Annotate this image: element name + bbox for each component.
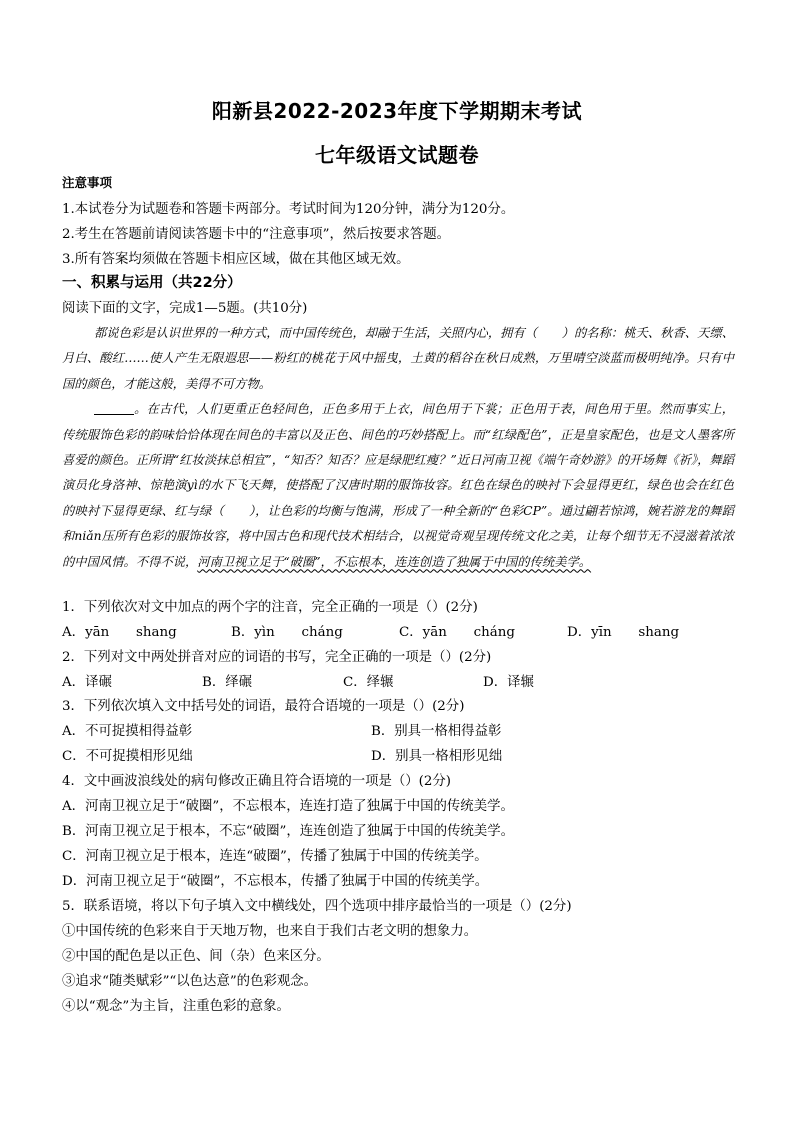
passage-paragraph-1: 都说色彩是认识世界的一种方式，而中国传统色，却融于生活，关照内心，拥有（ ）的名称：桃夭、秋香、天缥、月白、酸红……使人产生无限遐思——粉红的桃花于风中摇曳，土黄的稻谷在秋日成熟，万里晴空淡蓝而极明纯净。只有中国的颜色，才能这般，美得不可方物。: [62, 326, 734, 391]
notice-item: 1.本试卷分为试题卷和答题卡两部分。考试时间为120分钟，满分为120分。: [62, 202, 515, 217]
question-2-stem: 2．下列对文中两处拼音对应的词语的书写，完全正确的一项是（）(2分): [62, 650, 492, 665]
notice-item: 3.所有答案均须做在答题卡相应区域，做在其他区域无效。: [62, 252, 410, 267]
q4-option-a[interactable]: A．河南卫视立足于“破圈”，不忘根本，连连打造了独属于中国的传统美学。: [62, 799, 514, 814]
section-heading: 一、积累与运用（共22分）: [62, 275, 242, 291]
q5-sentence-4: ④以“观念”为主旨，注重色彩的意象。: [62, 999, 290, 1014]
q4-option-d[interactable]: D．河南卫视立足于“破圈”，不忘根本，传播了独属于中国的传统美学。: [62, 874, 489, 889]
question-3-stem: 3．下列依次填入文中括号处的词语，最符合语境的一项是（）(2分): [62, 699, 465, 714]
q1-option-a[interactable]: A．yān shang: [62, 625, 177, 640]
question-1-stem: 1．下列依次对文中加点的两个字的注音，完全正确的一项是（）(2分): [62, 600, 478, 615]
q2-option-d[interactable]: D．译辗: [483, 675, 534, 690]
section-intro: 阅读下面的文字，完成1—5题。(共10分): [62, 301, 308, 316]
fill-blank-line: [94, 402, 134, 415]
q3-option-d[interactable]: D．别具一格相形见绌: [371, 749, 503, 764]
passage-paragraph-2: 。在古代，人们更重正色轻间色，正色多用于上衣，间色用于下裳；正色用于表，间色用于里。然而事实上，传统服饰色彩的韵味恰恰体现在间色的丰富以及正色、间色的巧妙搭配上。而“红绿配色”，正是皇家配色，也是文人墨客所喜爱的颜色。正所谓“红妆淡抹总相宜”，“知否？知否？应是绿肥红瘦？”近日河南卫视《端午奇妙游》的开场舞《祈》，舞蹈演员化身洛神、惊艳演yì的水下飞天舞，使搭配了汉唐时期的服饰妆容。红色在绿色的映衬下会显得更红，绿色也会在红色的映衬下显得更绿、红与绿（ ），让色彩的均衡与饱满，形成了一种全新的“色彩CP”。通过翩若惊鸿，婉若游龙的舞蹈和niǎn压所有色彩的服饰妆容，将中国古色和现代技术相结合，以视觉奇观呈现传统文化之美，让每个细节无不浸滋着浓浓的中国风情。不得不说，河南卫视立足于“破圈”，不忘根本，连连创造了独属于中国的传统美学。: [62, 402, 734, 569]
q1-option-c[interactable]: C．yān cháng: [399, 625, 515, 640]
q1-option-b[interactable]: B．yìn cháng: [231, 625, 343, 640]
q4-option-c[interactable]: C．河南卫视立足于根本，连连“破圈”，传播了独属于中国的传统美学。: [62, 849, 488, 864]
q2-option-b[interactable]: B．绎碾: [202, 675, 253, 690]
q5-sentence-3: ③追求“随类赋彩”“以色达意”的色彩观念。: [62, 974, 318, 989]
question-5-stem: 5．联系语境，将以下句子填入文中横线处，四个选项中排序最恰当的一项是（）(2分): [62, 899, 572, 914]
wavy-underlined-sentence: 河南卫视立足于“破圈”，不忘根本，连连创造了独属于中国的传统美学。: [197, 554, 592, 569]
q3-option-a[interactable]: A．不可捉摸相得益彰: [62, 724, 193, 739]
q1-option-d[interactable]: D．yīn shang: [567, 625, 680, 640]
q4-option-b[interactable]: B．河南卫视立足于根本，不忘“破圈”，连连创造了独属于中国的传统美学。: [62, 824, 515, 839]
q5-sentence-1: ①中国传统的色彩来自于天地万物，也来自于我们古老文明的想象力。: [62, 924, 478, 939]
exam-subtitle: 七年级语文试题卷: [315, 143, 479, 167]
exam-title: 阳新县2022-2023年度下学期期末考试: [211, 99, 583, 123]
notice-item: 2.考生在答题前请阅读答题卡中的“注意事项”，然后按要求答题。: [62, 227, 451, 242]
q2-option-a[interactable]: A．译碾: [62, 675, 112, 690]
q5-sentence-2: ②中国的配色是以正色、间（杂）色来区分。: [62, 949, 330, 964]
q3-option-c[interactable]: C．不可捉摸相形见绌: [62, 749, 193, 764]
notice-heading: 注意事项: [62, 175, 113, 190]
q3-option-b[interactable]: B．别具一格相得益彰: [371, 724, 502, 739]
question-4-stem: 4．文中画波浪线处的病句修改正确且符合语境的一项是（）(2分): [62, 774, 452, 789]
q2-option-c[interactable]: C．绎辗: [343, 675, 394, 690]
reading-passage: [62, 321, 734, 575]
